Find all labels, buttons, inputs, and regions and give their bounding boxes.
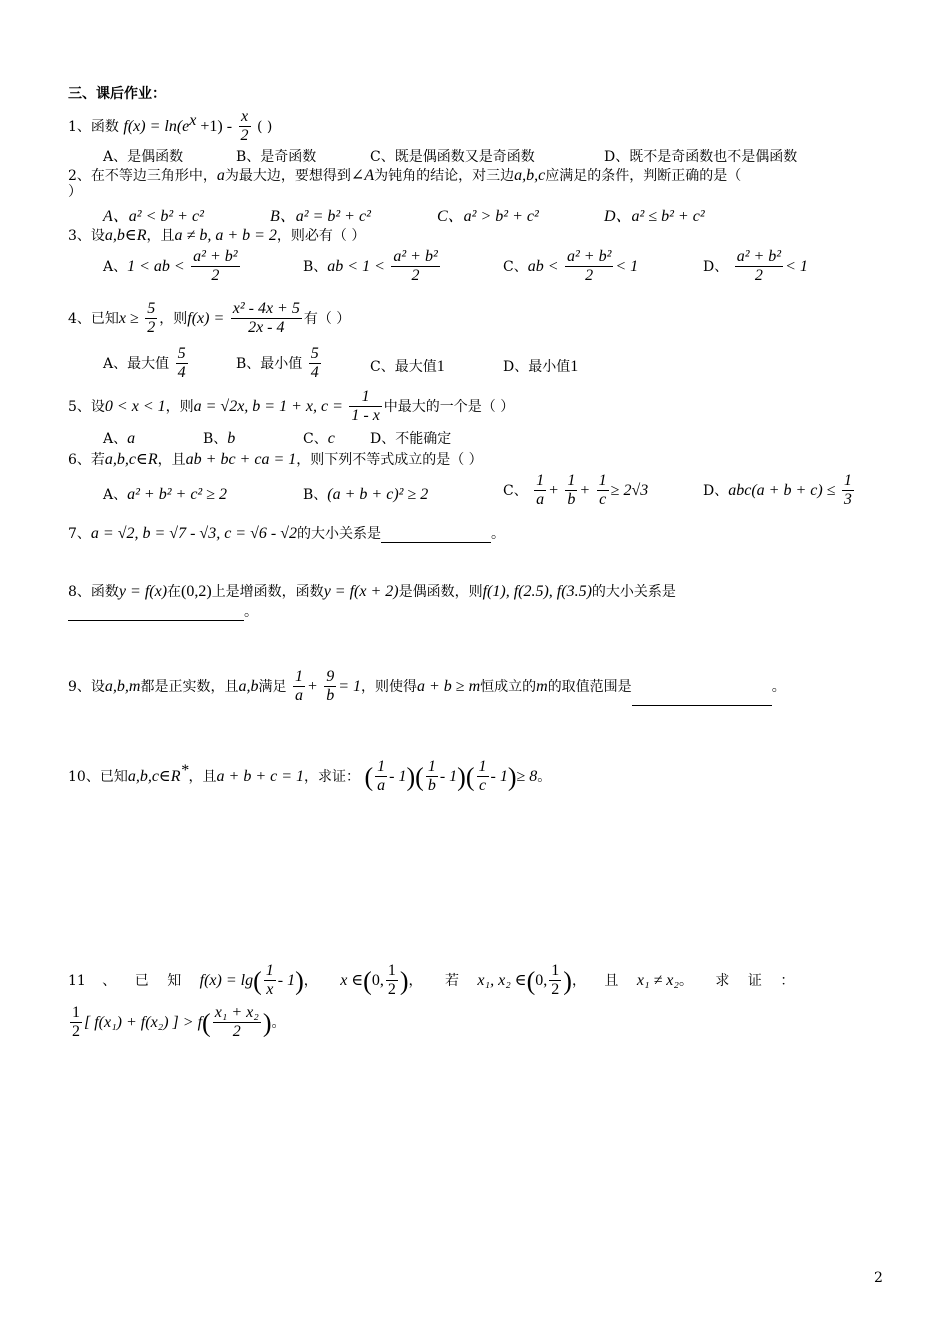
- q11-half-2: [549, 962, 561, 1000]
- q5-text-b: ，则: [165, 398, 194, 415]
- q1-fraction: [239, 108, 251, 146]
- q10-minus-c: - 1: [490, 767, 508, 785]
- q10-frac-a-num: 1: [375, 758, 387, 777]
- q6-frac-b-num: 1: [565, 472, 577, 491]
- q5-option-b: [203, 428, 235, 448]
- q4-option-a: [103, 345, 190, 383]
- q11-colon: ：: [780, 972, 795, 989]
- q6-option-a: [103, 484, 227, 504]
- q10-cond: a,b,c∈R: [127, 767, 181, 785]
- q4-text-b: ，则: [159, 310, 188, 327]
- question-1: [68, 108, 272, 146]
- q11-half-2-den: 2: [551, 981, 560, 999]
- q4-option-c: [370, 356, 445, 376]
- q11-line-2: $\frac{1}{2}$ [ f(x₁) + f(x₂) ] > f( $\frac{\text{x₁ + x₂}}{2}$ )。: [72, 1004, 286, 1041]
- q6-opt-d-frac: [842, 472, 854, 510]
- q6-opt-d-den: 3: [843, 491, 852, 509]
- q3-opt-a-frac: [191, 248, 239, 286]
- q4-frac54-den: 4: [177, 364, 186, 382]
- question-8: [68, 582, 676, 601]
- q3-opt-c-left: ab <: [527, 257, 559, 275]
- q8-text-b: 在: [167, 584, 182, 600]
- q1-paren: ( ): [256, 118, 273, 135]
- q1-formula-rhs: +1) -: [196, 117, 233, 135]
- q4-frac54-num: 5: [176, 345, 188, 364]
- q6-opt-b-label: B、: [303, 487, 328, 503]
- q4-cond-den: 2: [147, 319, 156, 337]
- q6-opt-d-label: D、: [703, 482, 729, 499]
- q11-half-1: [386, 962, 398, 1000]
- q2-var-a: a: [216, 167, 225, 184]
- q10-frac-c-den: c: [478, 777, 487, 795]
- q10-frac-b-den: b: [427, 777, 436, 795]
- q3-opt-d-right: < 1: [785, 257, 808, 275]
- q11-zheng: 证: [747, 972, 762, 989]
- q2-text-d: 应满足的条件，判断正确的是（: [545, 168, 742, 184]
- q9-text-b: 都是正实数，且: [140, 678, 239, 695]
- q9-text-e: 恒成立的: [480, 678, 537, 695]
- q11-line2-half-den: 2: [72, 1023, 80, 1041]
- q11-line2-num: x₁ + x₂: [213, 1004, 261, 1023]
- q1-frac-num: x: [239, 108, 251, 127]
- q10-end: 。: [537, 768, 552, 785]
- q10-minus-a: - 1: [389, 767, 407, 785]
- q9-frac-1a: [293, 668, 305, 706]
- q5-c-frac: [349, 388, 381, 426]
- q3-frac-den: 2: [585, 267, 594, 285]
- q3-option-a: [103, 248, 242, 286]
- q11-minus-one: - 1: [277, 971, 296, 989]
- q11-dom: x ∈: [340, 971, 364, 989]
- q4-f-num: x² - 4x + 5: [231, 300, 302, 319]
- q3-frac-num: a² + b²: [391, 248, 439, 267]
- q11-half-2-num: 1: [549, 962, 561, 981]
- q2-text-c: 为钝角的结论，对三边: [374, 168, 515, 184]
- q9-frac-1a-den: a: [294, 687, 303, 705]
- q11-label-d: 知: [167, 972, 182, 989]
- q3-cond-1: a,b∈R: [104, 227, 147, 244]
- q6-text-b: ，且: [157, 452, 186, 468]
- q5-cond: 0 < x < 1: [104, 397, 166, 415]
- q4-option-d: [503, 356, 578, 376]
- q9-eq: = 1: [338, 677, 361, 695]
- q9-vars: a,b,m: [104, 677, 141, 695]
- q11-line2-den: 2: [232, 1023, 241, 1041]
- q11-label-a: 11: [68, 972, 86, 989]
- q5-c-num: 1: [349, 388, 381, 407]
- q1-frac-den: 2: [240, 127, 249, 145]
- q1-formula-sup: x: [189, 112, 197, 130]
- q10-result: ≥ 8: [516, 767, 538, 785]
- q3-frac-num: a² + b²: [735, 248, 783, 267]
- question-4: [68, 300, 350, 338]
- q4-cond-frac: [145, 300, 157, 338]
- question-3: [68, 226, 365, 245]
- q4-func: f(x) =: [187, 309, 225, 327]
- q6-frac-c-num: 1: [597, 472, 609, 491]
- q5-c-den: 1 - x: [351, 407, 380, 425]
- q6-opt-a: a² + b² + c² ≥ 2: [127, 486, 227, 503]
- question-2: [68, 166, 741, 185]
- q6-opt-b: (a + b + c)² ≥ 2: [327, 486, 429, 503]
- q2-angle: ∠A: [350, 167, 375, 184]
- q2-option-d: D、a² ≤ b² + c²: [604, 208, 705, 225]
- q3-cond-2: a ≠ b, a + b = 2: [174, 227, 277, 244]
- q5-expr: a = √2x, b = 1 + x, c =: [193, 397, 343, 415]
- q3-opt-b-frac: [391, 248, 439, 286]
- q4-func-frac: [231, 300, 302, 338]
- q5-opt-c-label: C、: [303, 431, 328, 447]
- q7-text: 的大小关系是: [296, 526, 381, 542]
- q9-frac-1a-num: 1: [293, 668, 305, 687]
- q5-option-a: [103, 428, 135, 448]
- q6-opt-d-num: 1: [842, 472, 854, 491]
- q6-option-b: [303, 484, 428, 504]
- q9-text-f: 的取值范围是: [547, 678, 632, 695]
- q8-end: 。: [244, 604, 258, 620]
- q10-cond-sup: *: [180, 762, 189, 780]
- q2-text-e: ）: [68, 184, 82, 200]
- q3-opt-b-left: ab < 1 <: [327, 257, 385, 275]
- q3-opt-b-label: B、: [303, 258, 328, 275]
- q11-comma-3: ，: [571, 972, 586, 989]
- q4-opt-b-frac: [309, 345, 321, 383]
- q6-text-a: 6、若: [68, 452, 105, 468]
- q11-interval-left: 0,: [371, 971, 384, 989]
- q1-option-a: A、是偶函数: [103, 149, 184, 165]
- q3-frac-den: 2: [754, 267, 763, 285]
- q3-opt-a-label: A、: [103, 258, 128, 275]
- q10-minus-b: - 1: [439, 767, 458, 785]
- q4-opt-a-frac: [176, 345, 188, 383]
- q8-f2: y = f(x + 2): [323, 583, 399, 600]
- q6-cond-1: a,b,c∈R: [104, 451, 158, 468]
- q1-option-c: C、既是偶函数又是奇函数: [370, 149, 535, 165]
- q11-interval-left-2: 0,: [535, 971, 548, 989]
- q4-opt-a-text: A、最大值: [103, 355, 170, 372]
- q9-end: 。: [771, 678, 786, 695]
- q4-frac54-den: 4: [310, 364, 319, 382]
- q11-if: 若: [444, 972, 459, 989]
- q4-opt-d-text: D、最小值: [503, 359, 571, 375]
- q11-x12: x₁, x₂ ∈: [477, 971, 527, 989]
- q10-frac-a: [375, 758, 387, 796]
- q1-number: 1、函数: [68, 118, 119, 135]
- q8-text-a: 8、函数: [68, 584, 119, 600]
- q6-frac-c: [597, 472, 609, 510]
- q6-frac-a-den: a: [536, 491, 545, 509]
- q3-opt-c-right: < 1: [615, 257, 639, 275]
- q1-option-b: B、是奇函数: [236, 149, 317, 165]
- q5-opt-b-var: b: [227, 430, 236, 447]
- q8-interval: (0,2): [181, 583, 212, 600]
- q6-frac-c-den: c: [599, 491, 607, 509]
- q9-text-d: ，则使得: [360, 678, 417, 695]
- q4-opt-c-one: 1: [436, 358, 445, 375]
- q11-label-b: 、: [102, 972, 117, 989]
- q7-answer-blank[interactable]: [381, 528, 491, 543]
- q9-answer-blank[interactable]: [632, 691, 772, 706]
- q8-text-c: 上是增函数，函数: [211, 584, 324, 600]
- q5-text-a: 5、设: [68, 398, 105, 415]
- q3-frac-num: a² + b²: [191, 248, 239, 267]
- q9-text-a: 9、设: [68, 678, 105, 695]
- q1-formula-lhs: f(x) = ln(e: [123, 117, 190, 135]
- q6-frac-b-den: b: [567, 491, 576, 509]
- q3-text-c: ，则必有（ ）: [276, 228, 366, 244]
- q4-option-b: [236, 345, 323, 383]
- q8-answer-blank[interactable]: [68, 606, 244, 621]
- q5-opt-a-var: a: [127, 430, 136, 447]
- q6-text-c: ，则下列不等式成立的是（ ）: [296, 452, 483, 468]
- question-9: 9、设a,b,m都是正实数，且a,b满足 $\frac{1}{a}$ + $\frac{9}{b}$ = 1，则使得a + b ≥ m恒成立的m的取值范围是 。: [68, 668, 786, 705]
- q3-frac-num: a² + b²: [565, 248, 613, 267]
- q7-number: 7、: [68, 526, 91, 542]
- q10-text-a: 10、已知: [68, 768, 128, 785]
- q10-frac-c-num: 1: [477, 758, 489, 777]
- q5-option-c: [303, 428, 335, 448]
- q4-opt-c-text: C、最大值: [370, 359, 437, 375]
- q3-text-a: 3、设: [68, 228, 105, 244]
- question-11: 11 、 已 知 f(x) = lg( $\frac{1}{x}$ - 1)， x ∈(0, $\frac{1}{2}$ )， 若 x₁, x₂ ∈(0, $\frac{1}{2}$ )， 且 x₁ ≠ x₂。 求 证 ：: [68, 962, 795, 999]
- q9-var-m: m: [536, 677, 548, 695]
- q6-frac-b: [565, 472, 577, 510]
- q11-neq: x₁ ≠ x₂: [636, 971, 679, 989]
- q4-f-den: 2x - 4: [248, 319, 285, 337]
- question-7: [68, 524, 505, 543]
- q9-text-c: 满足: [258, 678, 287, 695]
- q11-line2-half: [70, 1004, 82, 1042]
- page-number: 2: [874, 1270, 883, 1286]
- q5-text-c: 中最大的一个是（ ）: [383, 398, 515, 415]
- q10-frac-b: [426, 758, 438, 796]
- q4-opt-d-one: 1: [570, 358, 579, 375]
- q10-cond2: a + b + c = 1: [216, 767, 305, 785]
- q3-opt-d-frac: [735, 248, 783, 286]
- q5-opt-b-label: B、: [203, 431, 228, 447]
- q11-qiu: 求: [715, 972, 730, 989]
- q2-option-b: B、a² = b² + c²: [270, 208, 371, 225]
- q3-frac-den: 2: [211, 267, 220, 285]
- q2-option-c: C、a² > b² + c²: [437, 208, 539, 225]
- section-title: 三、课后作业：: [68, 86, 166, 102]
- q6-opt-d-left: abc(a + b + c) ≤: [728, 481, 836, 499]
- q9-frac-9b: [324, 668, 336, 706]
- q2-text-b: 为最大边，要想得到: [224, 168, 351, 184]
- q11-label-c: 已: [134, 972, 149, 989]
- q11-line2-frac: [213, 1004, 261, 1042]
- q8-vals: f(1), f(2.5), f(3.5): [482, 583, 592, 600]
- q8-f1: y = f(x): [118, 583, 168, 600]
- q1-option-d: D、既不是奇函数也不是偶函数: [604, 149, 798, 165]
- q4-cond-num: 5: [145, 300, 157, 319]
- q3-opt-d-label: D、: [703, 258, 729, 275]
- q11-comma-1: ，: [303, 972, 318, 989]
- q11-frac-x-den: x: [266, 981, 274, 999]
- q6-opt-c-right: ≥ 2√3: [610, 481, 649, 499]
- q2-text-a: 2、在不等边三角形中，: [68, 168, 217, 184]
- question-10: 10、已知a,b,c∈R*，且a + b + c = 1，求证： ( $\frac{1}{a}$ - 1)( $\frac{1}{b}$ - 1)( $\frac{1}{c}$ - 1)≥ 8。: [68, 758, 552, 795]
- q11-frac-x: [264, 962, 276, 1000]
- q3-opt-a-left: 1 < ab <: [127, 257, 185, 275]
- q6-option-d: [703, 472, 856, 510]
- q9-ineq: a + b ≥ m: [416, 677, 481, 695]
- q3-option-c: [503, 248, 638, 286]
- q11-line2-half-num: 1: [70, 1004, 82, 1023]
- q10-frac-a-den: a: [377, 777, 386, 795]
- q2-vars: a,b,c: [514, 167, 546, 184]
- q11-frac-x-num: 1: [264, 962, 276, 981]
- q4-text-c: 有（ ）: [303, 310, 351, 327]
- q7-end: 。: [490, 526, 505, 542]
- q6-opt-a-label: A、: [103, 487, 128, 503]
- q10-frac-c: [477, 758, 489, 796]
- q5-option-d: D、不能确定: [370, 431, 452, 447]
- q4-text-a: 4、已知: [68, 310, 119, 327]
- q7-expr: a = √2, b = √7 - √3, c = √6 - √2: [90, 525, 297, 542]
- q9-frac-9b-den: b: [326, 687, 335, 705]
- q11-and: 且: [604, 972, 619, 989]
- q10-text-c: ，求证：: [304, 768, 361, 785]
- q9-vars2: a,b: [238, 677, 259, 695]
- q6-frac-a: [534, 472, 546, 510]
- question-5: [68, 388, 514, 426]
- q6-frac-a-num: 1: [534, 472, 546, 491]
- q4-opt-b-text: B、最小值: [236, 355, 303, 372]
- q11-line2-lhs: [ f(x₁) + f(x₂) ] > f: [84, 1013, 203, 1031]
- q4-frac54-num: 5: [309, 345, 321, 364]
- q8-answer-line: [68, 604, 258, 621]
- q11-func: f(x) = lg: [199, 971, 254, 989]
- q5-opt-a-label: A、: [103, 431, 128, 447]
- q3-text-b: ，且: [146, 228, 175, 244]
- q6-option-c: C、 $\frac{1}{a}$ + $\frac{1}{b}$ + $\frac{1}{c}$ ≥ 2√3: [503, 472, 649, 509]
- q10-frac-b-num: 1: [426, 758, 438, 777]
- q3-opt-c-label: C、: [503, 258, 528, 275]
- q5-opt-c-var: c: [327, 430, 335, 447]
- q8-text-e: 的大小关系是: [591, 584, 676, 600]
- question-6: [68, 450, 483, 469]
- q8-text-d: 是偶函数，则: [398, 584, 483, 600]
- q11-end: 。: [271, 1014, 286, 1031]
- q11-half-1-den: 2: [387, 981, 396, 999]
- q3-frac-den: 2: [411, 267, 420, 285]
- q11-text-end: 。: [678, 972, 693, 989]
- q9-frac-9b-num: 9: [324, 668, 336, 687]
- q6-cond-2: ab + bc + ca = 1: [185, 451, 297, 468]
- q11-comma-2: ，: [408, 972, 423, 989]
- q6-opt-c-label: C、: [503, 482, 528, 499]
- q4-cond-left: x ≥: [118, 309, 139, 327]
- q3-option-b: [303, 248, 442, 286]
- q10-text-b: ，且: [188, 768, 217, 785]
- q11-half-1-num: 1: [386, 962, 398, 981]
- q3-option-d: [703, 248, 808, 286]
- q2-option-a: A、a² < b² + c²: [103, 208, 204, 225]
- q3-opt-c-frac: [565, 248, 613, 286]
